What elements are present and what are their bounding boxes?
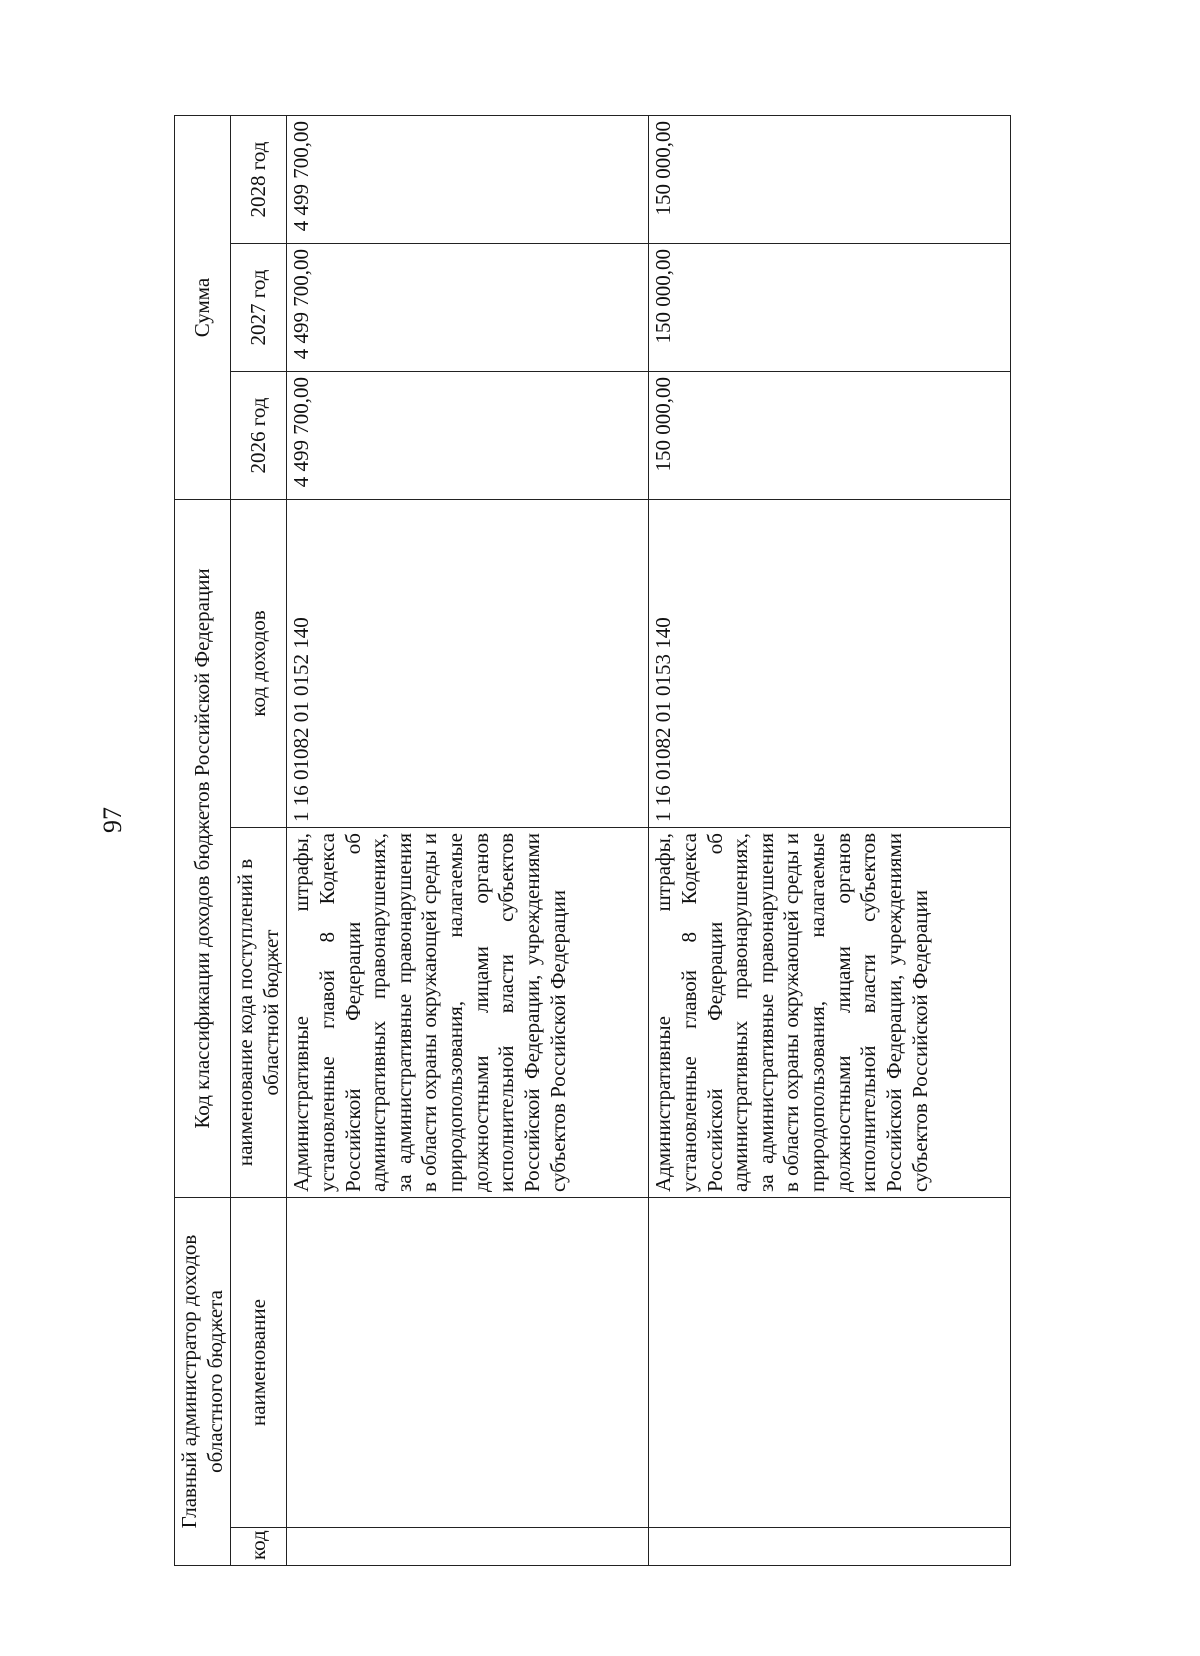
amount-2028-cell: 4 499 700,00 bbox=[287, 115, 649, 243]
year-2027-header: 2027 год bbox=[231, 243, 287, 371]
page-number: 97 bbox=[98, 807, 127, 833]
admin-name-header: наименование bbox=[231, 1198, 287, 1528]
revenue-name-cell: Административные штрафы, установленные главой 8 Кодекса Российской Федерации об административных правонарушениях, за административные правонарушения в области охраны окружающей среды и природопользования, налагаемые должностными лицами органов исполнительной власти субъектов Российской Федерации, учреждениями субъектов Российской Федерации bbox=[649, 828, 1011, 1198]
admin-code-header: код bbox=[231, 1528, 287, 1566]
admin-code-cell bbox=[287, 1528, 649, 1566]
budget-table bbox=[174, 115, 1011, 1566]
revenue-name-header: наименование кода поступлений в областной бюджет bbox=[231, 828, 287, 1198]
table-row bbox=[649, 115, 1011, 1565]
revenue-name-cell: Административные штрафы, установленные главой 8 Кодекса Российской Федерации об административных правонарушениях, за административные правонарушения в области охраны окружающей среды и природопользования, налагаемые должностными лицами органов исполнительной власти субъектов Российской Федерации, учреждениями субъектов Российской Федерации bbox=[287, 828, 649, 1198]
revenue-code-cell: 1 16 01082 01 0152 140 bbox=[287, 499, 649, 827]
revenue-code-header: код доходов bbox=[231, 499, 287, 827]
admin-code-cell bbox=[649, 1528, 1011, 1566]
table-row bbox=[287, 115, 649, 1565]
year-2028-header: 2028 год bbox=[231, 115, 287, 243]
year-2026-header: 2026 год bbox=[231, 371, 287, 499]
amount-group-header: Сумма bbox=[175, 115, 231, 499]
amount-2026-cell: 150 000,00 bbox=[649, 371, 1011, 499]
admin-name-cell bbox=[649, 1198, 1011, 1528]
amount-2028-cell: 150 000,00 bbox=[649, 115, 1011, 243]
classification-group-header: Код классификации доходов бюджетов Российской Федерации bbox=[175, 499, 231, 1197]
admin-group-header: Главный администратор доходов областного бюджета bbox=[175, 1198, 231, 1566]
admin-name-cell bbox=[287, 1198, 649, 1528]
budget-sheet bbox=[174, 116, 1074, 1566]
amount-2027-cell: 4 499 700,00 bbox=[287, 243, 649, 371]
amount-2026-cell: 4 499 700,00 bbox=[287, 371, 649, 499]
revenue-code-cell: 1 16 01082 01 0153 140 bbox=[649, 499, 1011, 827]
amount-2027-cell: 150 000,00 bbox=[649, 243, 1011, 371]
